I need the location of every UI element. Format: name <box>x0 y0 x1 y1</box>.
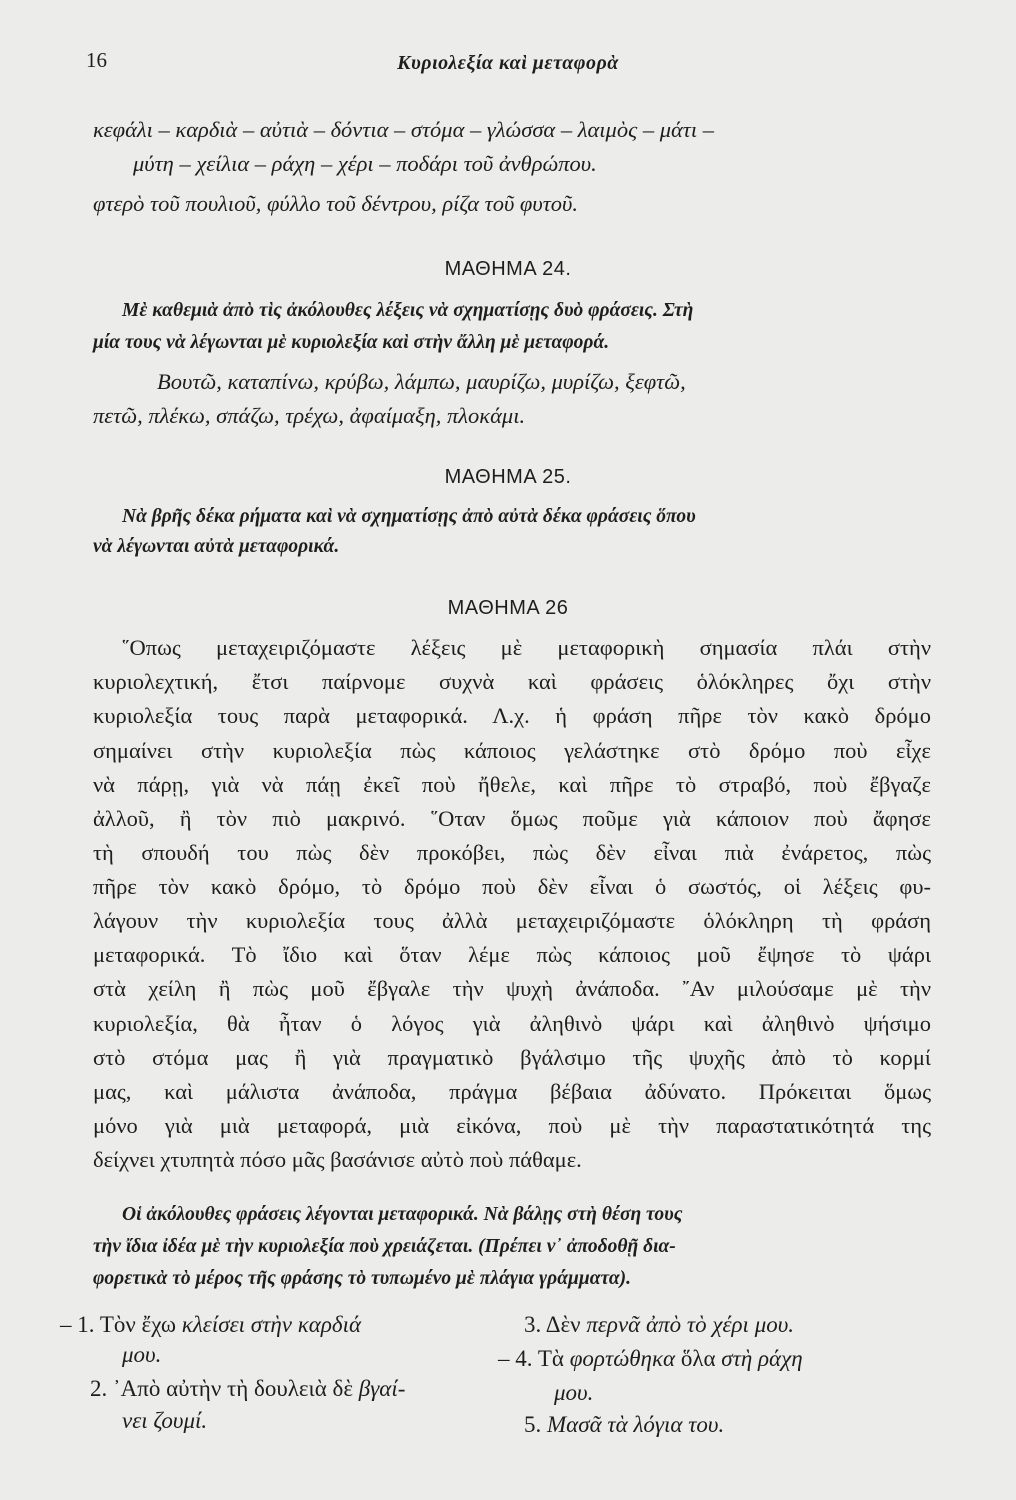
paragraph-line: κυριολεχτική, ἔτσι παίρνομε συχνὰ καὶ φράσεις ὁλόκληρες ὄχι στὴν <box>93 669 931 694</box>
paragraph-line: δείχνει χτυπητὰ πόσο μᾶς βασάνισε αὐτὸ ποὺ πάθαμε. <box>93 1147 582 1172</box>
page-number: 16 <box>86 48 107 72</box>
exercise-marker: 2. <box>90 1376 108 1401</box>
exercise-marker: – 4. <box>498 1346 533 1371</box>
lesson-24-words: Βουτῶ, καταπίνω, κρύβω, λάμπω, μαυρίζω, μυρίζω, ξεφτῶ, <box>157 369 686 394</box>
paragraph-line: ἀλλοῦ, ἢ τὸν πιὸ μακρινό. ῞Οταν ὅμως ποῦμε γιὰ κάποιον ποὺ ἄφησε <box>93 806 931 831</box>
exercise-2 <box>90 1374 405 1404</box>
exercise-metaphor-phrase: περνᾶ ἀπὸ τὸ χέρι μου. <box>586 1312 795 1337</box>
lesson-26-heading: ΜΑΘΗΜΑ 26 <box>447 597 569 619</box>
paragraph-line: κυριολεξία τους παρὰ μεταφορικά. Λ.χ. ἡ φράση πῆρε τὸν κακὸ δρόμο <box>93 703 931 728</box>
exercise-metaphor-phrase: στὴ ράχη <box>721 1346 803 1371</box>
lesson-26-instruction: τὴν ἴδια ἰδέα μὲ τὴν κυριολεξία ποὺ χρειάζεται. (Πρέπει ν᾿ ἀποδοθῇ δια- <box>93 1236 676 1257</box>
intro-line: φτερὸ τοῦ πουλιοῦ, φύλλο τοῦ δέντρου, ρίζα τοῦ φυτοῦ. <box>93 191 578 216</box>
exercise-metaphor-phrase: Μασᾶ τὰ λόγια του. <box>547 1412 725 1437</box>
lesson-26-instruction: φορετικὰ τὸ μέρος τῆς φράσης τὸ τυπωμένο μὲ πλάγια γράμματα). <box>93 1268 632 1289</box>
exercise-text: Τὸν ἔχω <box>99 1312 182 1337</box>
paragraph-line: μας, καὶ μάλιστα ἀνάποδα, πράγμα βέβαια ἀδύνατο. Πρόκειται ὅμως <box>93 1079 931 1104</box>
exercise-marker: 5. <box>524 1412 542 1437</box>
paragraph-line: πῆρε τὸν κακὸ δρόμο, τὸ δρόμο ποὺ δὲν εἶναι ὁ σωστός, οἱ λέξεις φυ- <box>93 874 931 899</box>
intro-line: μύτη – χείλια – ράχη – χέρι – ποδάρι τοῦ ἀνθρώπου. <box>133 151 597 176</box>
paragraph-line: στὰ χείλη ἢ πὼς μοῦ ἔβγαλε τὴν ψυχὴ ἀνάποδα. ῎Αν μιλούσαμε μὲ τὴν <box>93 976 931 1001</box>
lesson-24-words: πετῶ, πλέκω, σπάζω, τρέχω, ἀφαίμαξη, πλοκάμι. <box>93 403 526 428</box>
paragraph-line: τὴ σπουδή του πὼς δὲν προκόβει, πὼς δὲν εἶναι πιὰ ἐνάρετος, πὼς <box>93 840 931 865</box>
exercise-metaphor-phrase: μου. <box>122 1342 162 1367</box>
paragraph-line: ῞Οπως μεταχειριζόμαστε λέξεις μὲ μεταφορικὴ σημασία πλάι στὴν <box>122 635 931 660</box>
paragraph-line: κυριολεξία, θὰ ἦταν ὁ λόγος γιὰ ἀληθινὸ ψάρι καὶ ἀληθινὸ ψήσιμο <box>93 1011 931 1036</box>
exercise-marker: 3. <box>524 1312 542 1337</box>
exercise-text: ὅλα <box>675 1346 722 1371</box>
exercise-1 <box>60 1310 361 1340</box>
lesson-25-instruction: νὰ λέγωνται αὐτὰ μεταφορικά. <box>93 536 340 557</box>
paragraph-line: μόνο γιὰ μιὰ μεταφορά, μιὰ εἰκόνα, ποὺ μὲ τὴν παραστατικότητά της <box>93 1113 931 1138</box>
lesson-25-instruction: Νὰ βρῆς δέκα ρήματα καὶ νὰ σχηματίσῃς ἀπὸ αὐτὰ δέκα φράσεις ὅπου <box>122 506 696 527</box>
paragraph-line: λάγουν τὴν κυριολεξία τους ἀλλὰ μεταχειριζόμαστε ὁλόκληρη τὴ φράση <box>93 908 931 933</box>
exercise-metaphor-phrase: κλείσει στὴν καρδιά <box>181 1312 362 1337</box>
exercise-marker: – 1. <box>60 1312 95 1337</box>
exercise-2-continued <box>122 1406 207 1436</box>
exercise-4 <box>498 1344 803 1374</box>
exercise-text: ᾿Απὸ αὐτὴν τὴ δουλειὰ δὲ <box>113 1376 359 1401</box>
exercise-3 <box>524 1310 794 1340</box>
exercise-metaphor-phrase: βγαί- <box>358 1376 406 1401</box>
exercise-metaphor-phrase: μου. <box>554 1380 594 1405</box>
intro-line: κεφάλι – καρδιὰ – αὐτιὰ – δόντια – στόμα – γλώσσα – λαιμὸς – μάτι – <box>93 117 714 142</box>
lesson-25-heading: ΜΑΘΗΜΑ 25. <box>444 466 572 488</box>
exercise-metaphor-phrase: φορτώθηκα <box>569 1346 676 1371</box>
exercise-4-continued <box>554 1378 593 1408</box>
paragraph-line: μεταφορικά. Τὸ ἴδιο καὶ ὅταν λέμε πὼς κάποιος μοῦ ἔψησε τὸ ψάρι <box>93 942 931 967</box>
paragraph-line: νὰ πάρῃ, γιὰ νὰ πάῃ ἐκεῖ ποὺ ἤθελε, καὶ πῆρε τὸ στραβό, ποὺ ἔβγαζε <box>93 772 931 797</box>
running-title: Κυριολεξία καὶ μεταφορὰ <box>397 52 619 74</box>
lesson-26-instruction: Οἱ ἀκόλουθες φράσεις λέγονται μεταφορικά. Νὰ βάλῃς στὴ θέση τους <box>122 1204 683 1225</box>
exercise-5 <box>524 1410 724 1440</box>
lesson-24-heading: ΜΑΘΗΜΑ 24. <box>444 258 572 280</box>
exercise-1-continued <box>122 1340 161 1370</box>
exercise-text: Δὲν <box>545 1312 587 1337</box>
paragraph-line: σημαίνει στὴν κυριολεξία πὼς κάποιος γελάστηκε στὸ δρόμο ποὺ εἶχε <box>93 738 931 763</box>
paragraph-line: στὸ στόμα μας ἢ γιὰ πραγματικὸ βγάλσιμο τῆς ψυχῆς ἀπὸ τὸ κορμί <box>93 1045 931 1070</box>
lesson-24-instruction: μία τους νὰ λέγωνται μὲ κυριολεξία καὶ στὴν ἄλλη μὲ μεταφορά. <box>93 332 610 353</box>
exercise-metaphor-phrase: νει ζουμί. <box>122 1408 208 1433</box>
lesson-24-instruction: Μὲ καθεμιὰ ἀπὸ τὶς ἀκόλουθες λέξεις νὰ σχηματίσῃς δυὸ φράσεις. Στὴ <box>122 300 694 321</box>
exercise-text: Τὰ <box>537 1346 570 1371</box>
